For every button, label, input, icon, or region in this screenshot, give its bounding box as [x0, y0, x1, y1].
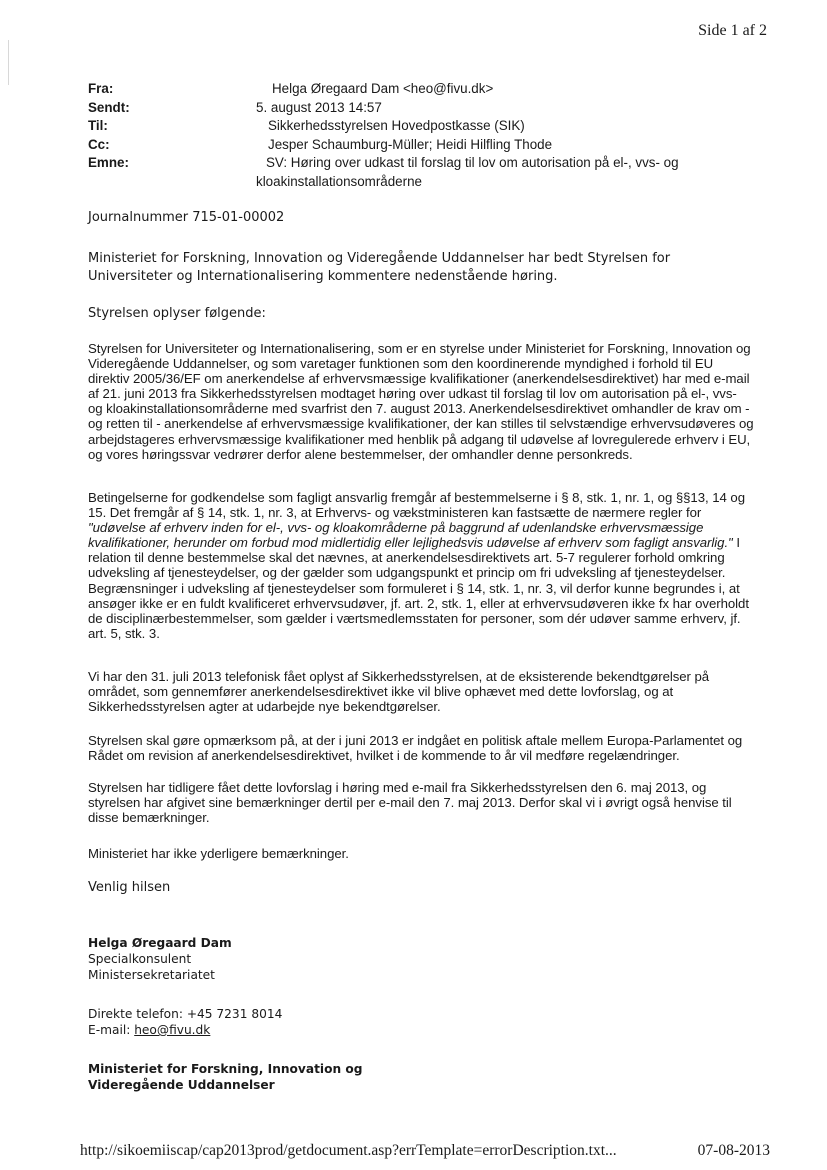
- header-sent: [88, 99, 778, 118]
- body-paragraph-1: Styrelsen for Universiteter og Internationalisering, som er en styrelse under Ministeriet for Forskning, Innovation og Videregående Uddannelser, og som varetager funktionen som den koordinerende myndighed i forhold til EU direktiv 2005/36/EF om anerkendelse af erhvervsmæssige kvalifikationer (anerkendelsesdirektivet) har med e-mail af 21. juni 2013 fra Sikkerhedsstyrelsen modtaget høring over udkast til forslag til lov om autorisation på el-, vvs- og kloakinstallationsområderne med svarfrist den 7. august 2013. Anerkendelsesdirektivet omhandler de krav om - og retten til - anerkendelse af erhvervsmæssige kvalifikationer, der kan stilles til selvstændige erhvervsudøveres og arbejdstageres erhvervsmæssige kvalifikationer med henblik på adgang til udøvelse af lovregulerede erhverv i EU, og vores høringssvar vedrører derfor alene bestemmelser, der omhandler denne personkreds.: [88, 341, 754, 462]
- email-line: [88, 1022, 754, 1038]
- ministry-line-1: Ministeriet for Forskning, Innovation og: [88, 1062, 363, 1076]
- header-label: Til:: [88, 118, 108, 133]
- statement-lead: Styrelsen oplyser følgende:: [88, 306, 266, 321]
- body-paragraph-5: Styrelsen har tidligere fået dette lovforslag i høring med e-mail fra Sikkerhedsstyrelsen den 6. maj 2013, og styrelsen har afgivet sine bemærkninger dertil per e-mail den 7. maj 2013. Derfor skal vi i øvrigt også henvise til disse bemærkninger.: [88, 780, 732, 826]
- header-label: Cc:: [88, 136, 110, 152]
- signature-block: [88, 935, 754, 983]
- email-label: E-mail:: [88, 1023, 135, 1037]
- header-label: Emne:: [88, 155, 129, 170]
- subject-line-1: SV: Høring over udkast til forslag til lov om autorisation på el-, vvs- og: [266, 155, 679, 170]
- header-value: Helga Øregaard Dam <heo@fivu.dk>: [272, 81, 494, 96]
- page-number: Side 1 af 2: [698, 22, 767, 39]
- header-to: [88, 117, 778, 136]
- contact-block: [88, 1006, 754, 1038]
- email-link[interactable]: heo@fivu.dk: [134, 1023, 211, 1037]
- signature-unit: Ministersekretariatet: [88, 968, 215, 982]
- scan-artifact: [8, 40, 9, 85]
- footer-url: http://sikoemiiscap/cap2013prod/getdocument.asp?errTemplate=errorDescription.txt...: [80, 1142, 617, 1159]
- header-value: Sikkerhedsstyrelsen Hovedpostkasse (SIK): [268, 118, 525, 133]
- paragraph-2-start: Betingelserne for godkendelse som fagligt ansvarlig fremgår af bestemmelserne i § 8, stk. 1, nr. 1, og §§13, 14 og 15. Det fremgår af § 14, stk. 1, nr. 3, at Erhvervs- og vækstministeren kan fastsætte de nærmere regler for: [88, 490, 745, 521]
- closing-note: Ministeriet har ikke yderligere bemærkninger.: [88, 846, 349, 861]
- header-label: Sendt:: [88, 99, 130, 115]
- journal-number: Journalnummer 715-01-00002: [88, 210, 285, 225]
- subject-line-2: kloakinstallationsområderne: [256, 173, 422, 189]
- header-label: Fra:: [88, 81, 114, 96]
- signature-title: Specialkonsulent: [88, 952, 192, 966]
- header-subject: [88, 154, 778, 191]
- signature-name: Helga Øregaard Dam: [88, 936, 232, 950]
- header-cc: [88, 136, 778, 155]
- phone-line: Direkte telefon: +45 7231 8014: [88, 1007, 283, 1021]
- print-footer: [80, 1142, 770, 1160]
- email-headers: [88, 80, 778, 191]
- intro-paragraph: Ministeriet for Forskning, Innovation og Videregående Uddannelser har bedt Styrelsen for Universiteter og Internationalisering kommentere nedenstående høring.: [88, 251, 671, 284]
- header-from: [88, 80, 778, 99]
- ministry-line-2: Videregående Uddannelser: [88, 1078, 275, 1092]
- body-paragraph-2: [88, 490, 754, 641]
- greeting: Venlig hilsen: [88, 880, 171, 895]
- paragraph-2-end: I relation til denne bestemmelse skal det nævnes, at anerkendelsesdirektivets art. 5-7 regulerer forhold omkring udveksling af tjenesteydelser, og der gælder som udgangspunkt et princip om fri udveksling af tjenesteydelser. Begrænsninger i udveksling af tjenesteydelser som formuleret i § 14, stk. 1, nr. 3, vil derfor kunne begrundes i, at ansøger ikke er en fuldt kvalificeret erhvervsudøver, jf. art. 2, stk. 1, eller at erhvervsudøveren ikke fx har overholdt de disciplinærbestemmelser, som gælder i værtsmedlemsstaten for personer, som dér udøver samme erhverv, jf. art. 5, stk. 3.: [88, 535, 749, 641]
- header-value: [256, 154, 778, 191]
- body-paragraph-4: Styrelsen skal gøre opmærksom på, at der i juni 2013 er indgået en politisk aftale mellem Europa-Parlamentet og Rådet om revision af anerkendelsesdirektivet, hvilket i de kommende to år vil medføre regelændringer.: [88, 733, 743, 764]
- footer-date: 07-08-2013: [697, 1142, 770, 1159]
- header-value: Jesper Schaumburg-Müller; Heidi Hilfling Thode: [268, 136, 553, 152]
- body-paragraph-3: Vi har den 31. juli 2013 telefonisk fået oplyst af Sikkerhedsstyrelsen, at de eksisterende bekendtgørelser på området, som gennemfører anerkendelsesdirektivet ikke vil blive ophævet med dette lovforslag, og at Sikkerhedsstyrelsen agter at udarbejde nye bekendtgørelser.: [88, 669, 710, 715]
- quoted-provision: "udøvelse af erhverv inden for el-, vvs- og kloakområderne på baggrund af udenlandske erhvervsmæssige kvalifikationer, herunder om forbud mod midlertidig eller lejlighedsvis udøvelse af erhverv som fagligt ansvarlig.": [88, 520, 733, 551]
- header-value: 5. august 2013 14:57: [256, 99, 382, 115]
- ministry-name: [88, 1061, 754, 1093]
